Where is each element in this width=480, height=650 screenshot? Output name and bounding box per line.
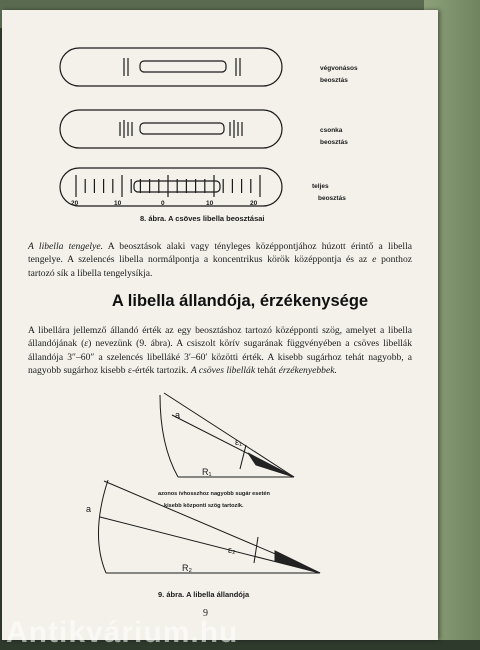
label-r1: R₁ [202, 467, 212, 477]
note-line-2: kisebb központi szög tartozik. [164, 503, 244, 509]
arc-r2 [98, 480, 108, 573]
scale-number-3: 0 [161, 200, 165, 207]
vial-1-label-line2: beosztás [320, 77, 348, 84]
scale-number-4: 10 [206, 200, 214, 207]
paragraph-2-text-1: A libellára jellemző állandó érték az egy beosztáshoz tartozó középponti szög, amelyet a libella állandójának ( [28, 325, 412, 350]
vial-3-outline [60, 168, 282, 206]
paragraph-1-text-2: ponthoz tartozó sík a libella tengelysíkja. [28, 254, 412, 279]
emphasis-erzekenyebbek: érzékenyebbek. [278, 364, 337, 376]
vial-2-outline [60, 110, 282, 148]
paragraph-2-text-3: tehát [255, 364, 279, 376]
epsilon-1-hatched-sector [248, 453, 294, 477]
page-number: 9 [203, 608, 208, 619]
emphasis-csoves-libellak: A csöves libellák [190, 364, 256, 376]
term-libella-tengelye: A libella tengelye. [28, 241, 103, 252]
paragraph-libella-allandoja [28, 324, 412, 377]
label-epsilon-1: ε₁ [235, 437, 243, 447]
ray-upper-2 [164, 393, 294, 477]
vial-3-label-line1: teljes [312, 183, 329, 190]
label-epsilon-2: ε₂ [228, 545, 236, 555]
epsilon-symbol: ε [84, 338, 89, 350]
figure-9-diagram [60, 385, 350, 585]
scale-number-2: 10 [114, 200, 122, 207]
section-heading: A libella állandója, érzékenysége [111, 292, 369, 310]
arc-r1 [160, 395, 181, 477]
paragraph-1-text-1: A beosztások alaki vagy tényleges középpontjához húzott érintő a libella tengelye. A szelencés libella normálpontja a koncentrikus körök középpontja és az [28, 241, 412, 266]
watermark: Antikvárium.hu [6, 616, 239, 649]
vial-2-label-line1: csonka [320, 127, 343, 134]
label-r2: R₂ [182, 563, 192, 573]
vial-2-bubble [140, 123, 224, 134]
note-line-1: azonos ívhosszhoz nagyobb sugár esetén [158, 491, 270, 497]
paragraph-libella-tengelye [28, 240, 412, 280]
epsilon-2-sector [275, 551, 320, 573]
paragraph-2-text-2: ) nevezünk (9. ábra). A csiszolt körív sugarának függvényében a csöves libellák állandója 3″–60″ a szelencés libelláké 3′–60′ közötti érték. A kisebb sugárhoz tehát nagyobb, a nagyobb sugárhoz kisebb ε-érték tartozik. [28, 338, 412, 376]
figure-9-caption: 9. ábra. A libella állandója [158, 590, 250, 599]
figure-8-caption: 8. ábra. A csöves libella beosztásai [140, 214, 265, 223]
scale-number-5: 20 [250, 200, 258, 207]
scale-number-1: 20 [71, 200, 79, 207]
vial-1-bubble [140, 61, 226, 72]
figure-8-vials [40, 42, 400, 222]
vial-3-label-line2: beosztás [318, 195, 346, 202]
point-e: e [372, 254, 377, 266]
label-a-lower: a [86, 504, 92, 514]
label-a-upper: a [175, 410, 181, 420]
vial-1-label-line1: végvonásos [320, 65, 358, 72]
vial-1-outline [60, 48, 282, 86]
vial-2-label-line2: beosztás [320, 139, 348, 146]
